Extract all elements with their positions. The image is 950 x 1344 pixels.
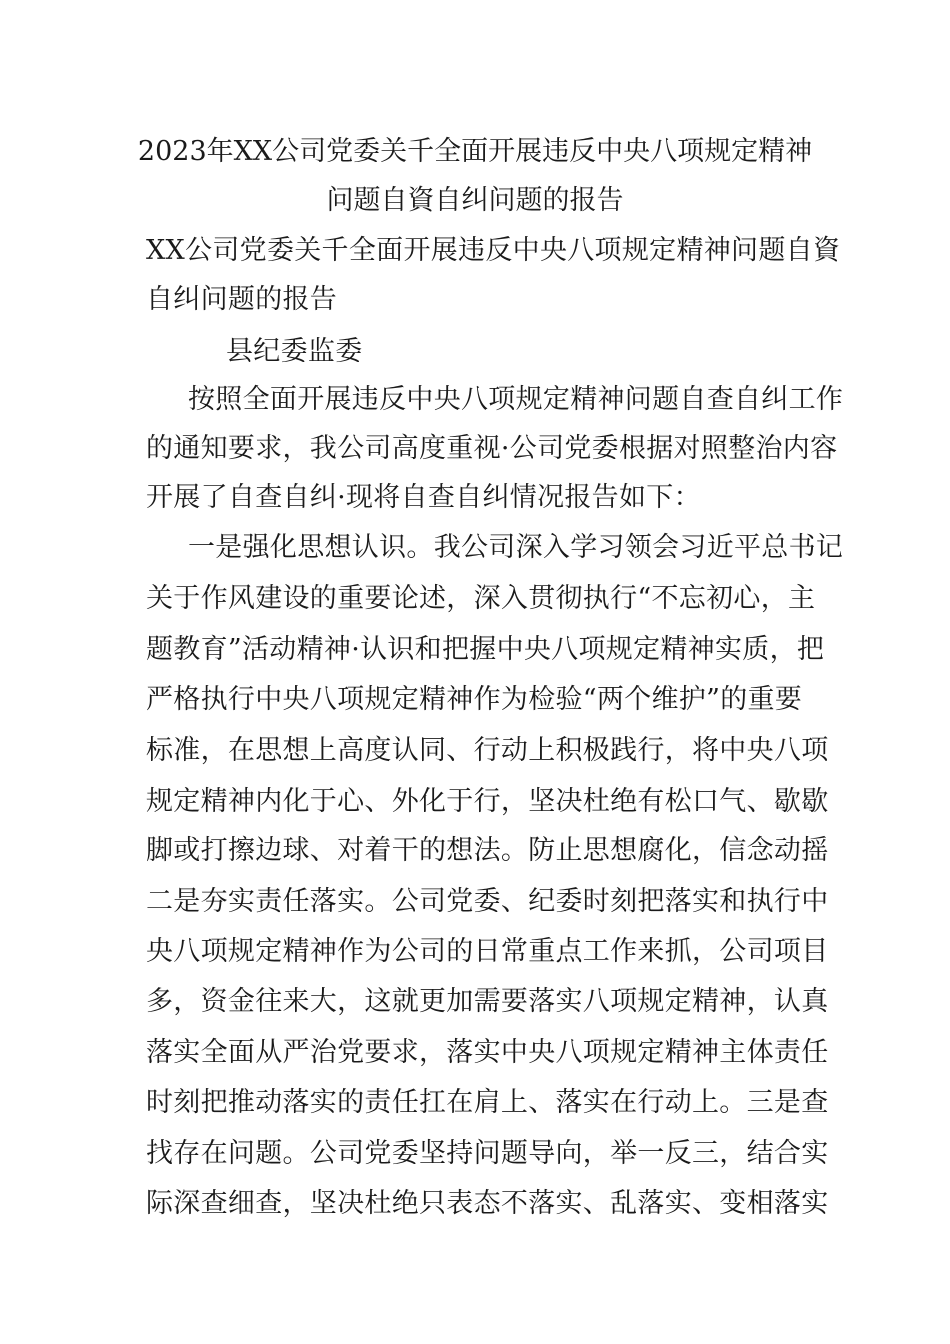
body-line: 的通知要求，我公司高度重视·公司党委根据对照整治内容 <box>146 433 838 464</box>
document-title-line-1: 2023年XX公司党委关千全面开展违反中央八项规定精神 <box>137 136 813 167</box>
body-line: 多，资金往来大，这就更加需要落实八项规定精神，认真 <box>146 986 829 1017</box>
body-line: 二是夯实责任落实。公司党委、纪委时刻把落实和执行中 <box>146 886 829 917</box>
body-line: 时刻把推动落实的责任扛在肩上、落实在行动上。三是查 <box>146 1087 829 1118</box>
document-title-line-2: 问题自資自纠问题的报告 <box>326 185 624 216</box>
body-line: 央八项规定精神作为公司的日常重点工作来抓，公司项目 <box>146 936 829 967</box>
subtitle-line-1: XX公司党委关千全面开展违反中央八项规定精神问题自資 <box>146 235 841 266</box>
body-line: 关于作风建设的重要论述，深入贯彻执行“不忘初心，主 <box>146 583 816 614</box>
body-line: 题教育”活动精神·认识和把握中央八项规定精神实质，把 <box>146 634 825 665</box>
body-line: 开展了自查自纠·现将自查自纠情况报告如下： <box>146 482 701 513</box>
body-line: 严格执行中央八项规定精神作为检验“两个维护”的重要 <box>146 684 803 715</box>
body-line: 找存在问题。公司党委坚持问题导向，举一反三，结合实 <box>146 1138 829 1169</box>
body-line: 脚或打擦边球、对着干的想法。防止思想腐化，信念动摇 <box>146 835 829 866</box>
body-line: 际深查细查，坚决杜绝只表态不落实、乱落实、变相落实 <box>146 1188 829 1219</box>
body-line: 规定精神内化于心、外化于行，坚决杜绝有松口气、歇歇 <box>146 786 829 817</box>
author-line: 县纪委监委 <box>226 336 363 367</box>
body-line: 标准，在思想上高度认同、行动上积极践行，将中央八项 <box>146 735 829 766</box>
body-line: 按照全面开展违反中央八项规定精神问题自查自纠工作 <box>188 384 844 415</box>
body-line: 一是强化思想认识。我公司深入学习领会习近平总书记 <box>188 532 844 563</box>
subtitle-line-2: 自纠问题的报告 <box>146 284 338 315</box>
body-line: 落实全面从严治党要求，落实中央八项规定精神主体责任 <box>146 1037 829 1068</box>
